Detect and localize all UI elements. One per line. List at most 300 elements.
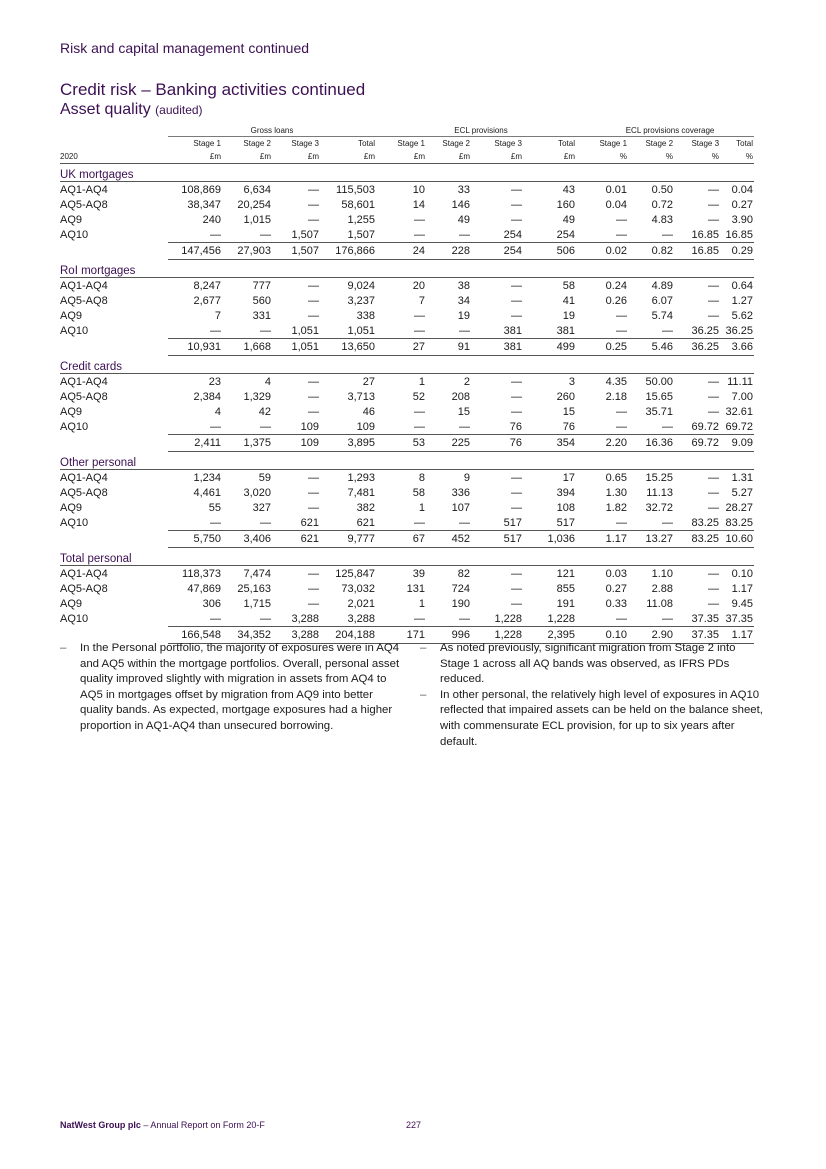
cell-value: 1,228 bbox=[547, 612, 576, 625]
total-value: 10.60 bbox=[720, 531, 754, 548]
stage-header: Stage 1 bbox=[599, 139, 628, 148]
cell-value: 28.27 bbox=[725, 501, 754, 514]
group-header: ECL provisions coverage bbox=[576, 124, 754, 137]
total-value: 354 bbox=[523, 435, 576, 452]
total-value: 24 bbox=[376, 243, 426, 260]
cell-value: 14 bbox=[412, 198, 425, 211]
cell-value: — bbox=[708, 471, 720, 484]
cell-value: 394 bbox=[556, 486, 576, 499]
cell-value: 1,507 bbox=[291, 228, 319, 241]
stage-header-row bbox=[60, 137, 754, 151]
cell-value: — bbox=[662, 324, 674, 337]
cell-value: 109 bbox=[356, 420, 375, 433]
row-label: AQ9 bbox=[60, 501, 83, 514]
total-value: 1,507 bbox=[272, 243, 320, 260]
row-label: AQ10 bbox=[60, 228, 89, 241]
total-value: 2.90 bbox=[628, 627, 674, 644]
row-label: AQ10 bbox=[60, 516, 89, 529]
section-heading bbox=[60, 101, 203, 119]
cell-value: 109 bbox=[300, 420, 319, 433]
total-value: 13,650 bbox=[320, 339, 376, 356]
cell-value: 16.85 bbox=[691, 228, 720, 241]
unit-header: % bbox=[628, 150, 674, 164]
cell-value: — bbox=[210, 420, 221, 433]
bullet-text: In the Personal portfolio, the majority of exposures were in AQ4 and AQ5 within the mortgage portfolios. Overall, personal asset quality improved slightly with migration in assets from AQ4 to AQ5 in mortgages offset by migration from AQ9 into better quality bands. As expected, mortgage exposures had a higher proportion in AQ1-AQ4 than unsecured borrowing. bbox=[80, 642, 400, 732]
cell-value: 17 bbox=[562, 471, 576, 484]
section-title: RoI mortgages bbox=[60, 260, 754, 278]
unit-header: £m bbox=[222, 150, 272, 164]
table-row bbox=[60, 323, 754, 339]
total-value: 5.46 bbox=[628, 339, 674, 356]
cell-value: — bbox=[511, 501, 522, 514]
cell-value: 621 bbox=[300, 516, 319, 529]
subheading-text: Asset quality bbox=[60, 101, 151, 118]
cell-value: 32.72 bbox=[645, 501, 674, 514]
cell-value: 4 bbox=[264, 375, 271, 388]
cell-value: 1,329 bbox=[243, 390, 271, 403]
cell-value: — bbox=[308, 501, 319, 514]
cell-value: 381 bbox=[556, 324, 576, 337]
cell-value: 38,347 bbox=[187, 198, 221, 211]
total-value: 225 bbox=[426, 435, 471, 452]
cell-value: — bbox=[708, 582, 720, 595]
unit-header: £m bbox=[471, 150, 523, 164]
cell-value: — bbox=[260, 516, 271, 529]
cell-value: 1.10 bbox=[651, 567, 674, 580]
cell-value: 46 bbox=[362, 405, 375, 418]
cell-value: — bbox=[511, 183, 522, 196]
cell-value: 7 bbox=[214, 309, 221, 322]
cell-value: — bbox=[708, 501, 720, 514]
cell-value: 43 bbox=[562, 183, 576, 196]
group-header-row bbox=[60, 124, 754, 137]
cell-value: 338 bbox=[356, 309, 375, 322]
total-value: 1,051 bbox=[272, 339, 320, 356]
total-value: 2.20 bbox=[576, 435, 628, 452]
cell-value: — bbox=[616, 405, 628, 418]
cell-value: 254 bbox=[556, 228, 576, 241]
total-value: 91 bbox=[426, 339, 471, 356]
total-label-spacer bbox=[60, 531, 168, 548]
unit-header: % bbox=[720, 150, 754, 164]
cell-value: 37.35 bbox=[725, 612, 754, 625]
row-label: AQ5-AQ8 bbox=[60, 582, 108, 595]
cell-value: — bbox=[708, 597, 720, 610]
cell-value: 36.25 bbox=[691, 324, 720, 337]
cell-value: 11.08 bbox=[646, 597, 674, 610]
cell-value: — bbox=[260, 420, 271, 433]
bullet-item bbox=[420, 641, 765, 688]
cell-value: — bbox=[511, 486, 522, 499]
total-value: 1.17 bbox=[576, 531, 628, 548]
cell-value: 5.27 bbox=[731, 486, 754, 499]
total-value: 0.02 bbox=[576, 243, 628, 260]
cell-value: — bbox=[708, 294, 720, 307]
total-value: 1,668 bbox=[222, 339, 272, 356]
row-label: AQ1-AQ4 bbox=[60, 375, 108, 388]
table-row bbox=[60, 278, 754, 294]
cell-value: 1,015 bbox=[243, 213, 271, 226]
cell-value: — bbox=[662, 228, 674, 241]
cell-value: 2.88 bbox=[651, 582, 674, 595]
cell-value: 560 bbox=[252, 294, 271, 307]
cell-value: 19 bbox=[562, 309, 576, 322]
total-value: 9,777 bbox=[320, 531, 376, 548]
cell-value: — bbox=[708, 567, 720, 580]
cell-value: 107 bbox=[451, 501, 470, 514]
row-label: AQ10 bbox=[60, 324, 89, 337]
cell-value: — bbox=[308, 597, 319, 610]
cell-value: 3,713 bbox=[347, 390, 375, 403]
total-value: 506 bbox=[523, 243, 576, 260]
cell-value: 382 bbox=[356, 501, 375, 514]
total-value: 452 bbox=[426, 531, 471, 548]
table-row bbox=[60, 182, 754, 198]
cell-value: 2,384 bbox=[193, 390, 221, 403]
table-row bbox=[60, 515, 754, 531]
cell-value: 4,461 bbox=[193, 486, 221, 499]
table-row bbox=[60, 227, 754, 243]
total-value: 76 bbox=[471, 435, 523, 452]
cell-value: 73,032 bbox=[341, 582, 375, 595]
cell-value: 0.04 bbox=[605, 198, 628, 211]
footer-report-title: – Annual Report on Form 20-F bbox=[140, 1120, 265, 1130]
cell-value: 0.64 bbox=[731, 279, 754, 292]
total-value: 254 bbox=[471, 243, 523, 260]
cell-value: 1,051 bbox=[347, 324, 375, 337]
cell-value: 15 bbox=[457, 405, 470, 418]
cell-value: 35.71 bbox=[645, 405, 674, 418]
total-value: 83.25 bbox=[674, 531, 720, 548]
cell-value: 1.17 bbox=[731, 582, 754, 595]
cell-value: 38 bbox=[457, 279, 470, 292]
cell-value: 0.04 bbox=[731, 183, 754, 196]
cell-value: 37.35 bbox=[691, 612, 720, 625]
total-value: 517 bbox=[471, 531, 523, 548]
cell-value: 10 bbox=[412, 183, 425, 196]
total-value: 147,456 bbox=[168, 243, 222, 260]
cell-value: 336 bbox=[451, 486, 470, 499]
row-label: AQ1-AQ4 bbox=[60, 183, 108, 196]
cell-value: — bbox=[616, 420, 628, 433]
cell-value: — bbox=[308, 198, 319, 211]
cell-value: — bbox=[708, 375, 720, 388]
cell-value: 306 bbox=[202, 597, 221, 610]
cell-value: 11.11 bbox=[727, 375, 754, 388]
cell-value: 5.74 bbox=[651, 309, 674, 322]
bullet-item bbox=[420, 688, 765, 750]
cell-value: 254 bbox=[503, 228, 522, 241]
cell-value: 0.65 bbox=[605, 471, 628, 484]
cell-value: — bbox=[308, 390, 319, 403]
cell-value: 42 bbox=[258, 405, 271, 418]
cell-value: — bbox=[308, 294, 319, 307]
page-heading: Credit risk – Banking activities continued bbox=[60, 80, 366, 99]
header-spacer bbox=[60, 124, 168, 137]
cell-value: 83.25 bbox=[691, 516, 720, 529]
total-value: 621 bbox=[272, 531, 320, 548]
cell-value: 1.30 bbox=[605, 486, 628, 499]
footer-brand: NatWest Group plc bbox=[60, 1120, 141, 1130]
cell-value: 34 bbox=[457, 294, 470, 307]
cell-value: 76 bbox=[509, 420, 522, 433]
cell-value: — bbox=[708, 390, 720, 403]
total-value: 381 bbox=[471, 339, 523, 356]
row-label: AQ5-AQ8 bbox=[60, 486, 108, 499]
cell-value: 2.18 bbox=[605, 390, 628, 403]
cell-value: — bbox=[708, 183, 720, 196]
cell-value: 1,051 bbox=[291, 324, 319, 337]
cell-value: 1 bbox=[418, 501, 425, 514]
table-row bbox=[60, 419, 754, 435]
total-value: 3,406 bbox=[222, 531, 272, 548]
cell-value: — bbox=[708, 405, 720, 418]
cell-value: 0.33 bbox=[605, 597, 628, 610]
cell-value: 0.27 bbox=[605, 582, 628, 595]
cell-value: — bbox=[511, 198, 522, 211]
cell-value: 11.13 bbox=[646, 486, 674, 499]
cell-value: 5.62 bbox=[731, 309, 754, 322]
cell-value: 32.61 bbox=[725, 405, 754, 418]
unit-header: £m bbox=[523, 150, 576, 164]
bullet-marker: – bbox=[420, 642, 427, 654]
cell-value: 1,715 bbox=[243, 597, 271, 610]
cell-value: — bbox=[210, 516, 221, 529]
cell-value: — bbox=[511, 567, 522, 580]
cell-value: — bbox=[414, 213, 425, 226]
table-row bbox=[60, 374, 754, 390]
cell-value: 69.72 bbox=[725, 420, 754, 433]
total-value: 228 bbox=[426, 243, 471, 260]
cell-value: — bbox=[414, 420, 425, 433]
section-row bbox=[60, 548, 754, 566]
cell-value: 41 bbox=[562, 294, 576, 307]
cell-value: 1.82 bbox=[605, 501, 628, 514]
total-value: 499 bbox=[523, 339, 576, 356]
cell-value: — bbox=[511, 213, 522, 226]
cell-value: — bbox=[260, 612, 271, 625]
row-label: AQ5-AQ8 bbox=[60, 294, 108, 307]
cell-value: 16.85 bbox=[725, 228, 754, 241]
group-header: ECL provisions bbox=[376, 124, 576, 137]
cell-value: 19 bbox=[457, 309, 470, 322]
cell-value: 0.27 bbox=[731, 198, 754, 211]
row-label: AQ1-AQ4 bbox=[60, 471, 108, 484]
cell-value: — bbox=[708, 213, 720, 226]
total-row bbox=[60, 531, 754, 548]
cell-value: — bbox=[414, 309, 425, 322]
cell-value: 327 bbox=[252, 501, 271, 514]
bullet-item bbox=[60, 641, 400, 735]
unit-header: £m bbox=[168, 150, 222, 164]
cell-value: — bbox=[308, 471, 319, 484]
cell-value: 3,288 bbox=[347, 612, 375, 625]
total-value: 1,036 bbox=[523, 531, 576, 548]
total-value: 1,228 bbox=[471, 627, 523, 644]
cell-value: 0.72 bbox=[651, 198, 674, 211]
cell-value: 2,677 bbox=[193, 294, 221, 307]
total-value: 3,895 bbox=[320, 435, 376, 452]
table-row bbox=[60, 212, 754, 227]
cell-value: 191 bbox=[556, 597, 576, 610]
cell-value: 4.89 bbox=[651, 279, 674, 292]
cell-value: 9.45 bbox=[731, 597, 754, 610]
cell-value: 7 bbox=[418, 294, 425, 307]
total-value: 9.09 bbox=[720, 435, 754, 452]
cell-value: 6.07 bbox=[651, 294, 674, 307]
table-row bbox=[60, 566, 754, 582]
cell-value: — bbox=[616, 516, 628, 529]
cell-value: — bbox=[210, 612, 221, 625]
section-title: Credit cards bbox=[60, 356, 754, 374]
total-value: 67 bbox=[376, 531, 426, 548]
cell-value: 108,869 bbox=[181, 183, 221, 196]
row-label: AQ10 bbox=[60, 612, 89, 625]
cell-value: — bbox=[511, 294, 522, 307]
stage-header: Stage 2 bbox=[442, 139, 470, 148]
cell-value: 27 bbox=[362, 375, 375, 388]
cell-value: — bbox=[511, 471, 522, 484]
cell-value: — bbox=[260, 228, 271, 241]
total-row bbox=[60, 435, 754, 452]
stage-header: Stage 2 bbox=[645, 139, 674, 148]
cell-value: — bbox=[308, 213, 319, 226]
cell-value: 58 bbox=[412, 486, 425, 499]
cell-value: 23 bbox=[208, 375, 221, 388]
cell-value: 1 bbox=[418, 375, 425, 388]
table-row bbox=[60, 293, 754, 308]
cell-value: — bbox=[414, 612, 425, 625]
stage-header: Stage 3 bbox=[291, 139, 319, 148]
cell-value: — bbox=[459, 228, 470, 241]
section-row bbox=[60, 356, 754, 374]
cell-value: 15.25 bbox=[645, 471, 674, 484]
group-header: Gross loans bbox=[168, 124, 376, 137]
total-value: 16.36 bbox=[628, 435, 674, 452]
cell-value: — bbox=[459, 612, 470, 625]
cell-value: — bbox=[260, 324, 271, 337]
header-spacer bbox=[60, 137, 168, 151]
cell-value: 4 bbox=[214, 405, 221, 418]
total-value: 176,866 bbox=[320, 243, 376, 260]
total-value: 2,395 bbox=[523, 627, 576, 644]
row-label: AQ10 bbox=[60, 420, 89, 433]
cell-value: — bbox=[210, 324, 221, 337]
total-value: 69.72 bbox=[674, 435, 720, 452]
total-value: 996 bbox=[426, 627, 471, 644]
year-label: 2020 bbox=[60, 150, 168, 164]
unit-header-row bbox=[60, 150, 754, 164]
cell-value: 0.10 bbox=[731, 567, 754, 580]
cell-value: — bbox=[616, 228, 628, 241]
cell-value: 3 bbox=[568, 375, 576, 388]
cell-value: 20,254 bbox=[237, 198, 271, 211]
cell-value: — bbox=[308, 582, 319, 595]
unit-header: % bbox=[674, 150, 720, 164]
cell-value: 15 bbox=[562, 405, 576, 418]
cell-value: 0.50 bbox=[651, 183, 674, 196]
cell-value: 3,288 bbox=[291, 612, 319, 625]
total-value: 10,931 bbox=[168, 339, 222, 356]
section-row bbox=[60, 452, 754, 470]
commentary-right bbox=[420, 641, 765, 750]
cell-value: 0.01 bbox=[605, 183, 628, 196]
row-label: AQ9 bbox=[60, 213, 83, 226]
cell-value: 1.31 bbox=[731, 471, 754, 484]
cell-value: — bbox=[308, 183, 319, 196]
cell-value: 190 bbox=[451, 597, 470, 610]
cell-value: 55 bbox=[208, 501, 221, 514]
section-title: Total personal bbox=[60, 548, 754, 566]
cell-value: — bbox=[708, 309, 720, 322]
total-label-spacer bbox=[60, 243, 168, 260]
unit-header: £m bbox=[376, 150, 426, 164]
table-row bbox=[60, 404, 754, 419]
cell-value: 82 bbox=[457, 567, 470, 580]
cell-value: — bbox=[308, 279, 319, 292]
cell-value: 69.72 bbox=[691, 420, 720, 433]
total-value: 3.66 bbox=[720, 339, 754, 356]
row-label: AQ9 bbox=[60, 597, 83, 610]
cell-value: — bbox=[459, 324, 470, 337]
row-label: AQ9 bbox=[60, 309, 83, 322]
cell-value: — bbox=[414, 516, 425, 529]
cell-value: 36.25 bbox=[725, 324, 754, 337]
cell-value: 331 bbox=[252, 309, 271, 322]
cell-value: — bbox=[511, 375, 522, 388]
cell-value: — bbox=[308, 309, 319, 322]
total-value: 0.82 bbox=[628, 243, 674, 260]
cell-value: 6,634 bbox=[243, 183, 271, 196]
cell-value: 4.83 bbox=[651, 213, 674, 226]
total-value: 36.25 bbox=[674, 339, 720, 356]
cell-value: 1,228 bbox=[494, 612, 522, 625]
cell-value: — bbox=[414, 324, 425, 337]
cell-value: — bbox=[662, 420, 674, 433]
cell-value: 724 bbox=[451, 582, 470, 595]
total-value: 1.17 bbox=[720, 627, 754, 644]
cell-value: 108 bbox=[556, 501, 576, 514]
cell-value: 0.26 bbox=[605, 294, 628, 307]
cell-value: — bbox=[708, 279, 720, 292]
total-value: 166,548 bbox=[168, 627, 222, 644]
stage-header: Stage 2 bbox=[243, 139, 271, 148]
total-value: 3,288 bbox=[272, 627, 320, 644]
cell-value: 7,481 bbox=[347, 486, 375, 499]
total-value: 1,375 bbox=[222, 435, 272, 452]
asset-quality-table bbox=[60, 124, 754, 644]
table-row bbox=[60, 485, 754, 500]
cell-value: — bbox=[308, 486, 319, 499]
cell-value: — bbox=[414, 405, 425, 418]
cell-value: 49 bbox=[457, 213, 470, 226]
table-row bbox=[60, 308, 754, 323]
cell-value: 59 bbox=[258, 471, 271, 484]
total-value: 27 bbox=[376, 339, 426, 356]
table-row bbox=[60, 197, 754, 212]
unit-header: £m bbox=[272, 150, 320, 164]
row-label: AQ5-AQ8 bbox=[60, 198, 108, 211]
cell-value: 33 bbox=[457, 183, 470, 196]
cell-value: 517 bbox=[556, 516, 576, 529]
cell-value: 146 bbox=[451, 198, 470, 211]
stage-header: Total bbox=[558, 139, 576, 148]
table-row bbox=[60, 581, 754, 596]
cell-value: 1.27 bbox=[731, 294, 754, 307]
table-row bbox=[60, 611, 754, 627]
row-label: AQ1-AQ4 bbox=[60, 567, 108, 580]
cell-value: 260 bbox=[556, 390, 576, 403]
